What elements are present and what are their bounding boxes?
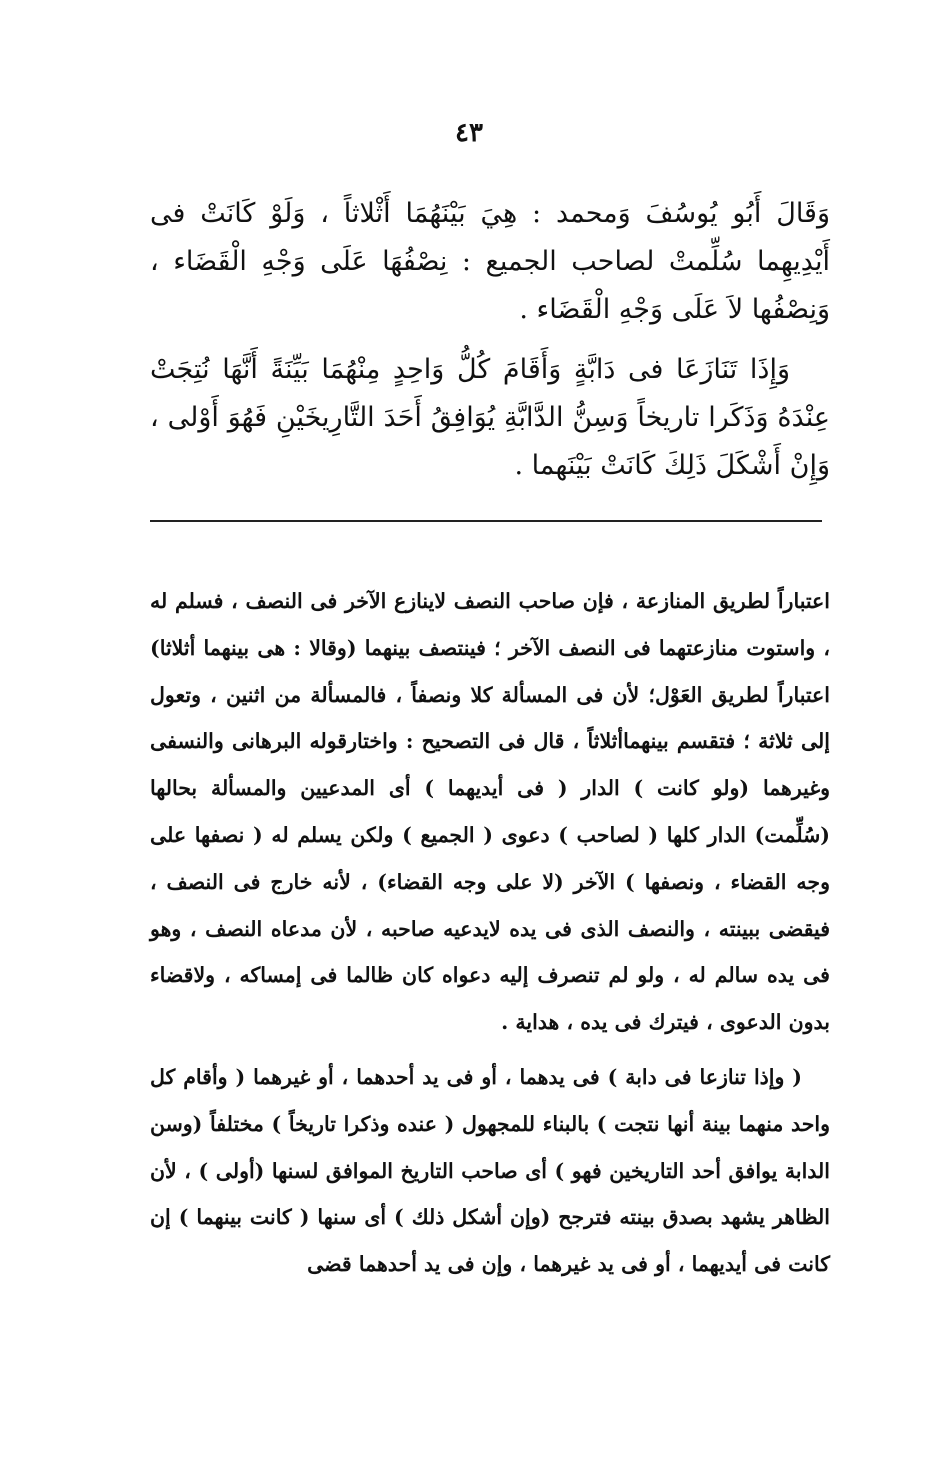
main-text-paragraph: وَإِذَا تَنَازَعَا فى دَابَّةٍ وَأَقَامَ كُلُّ وَاحِدٍ مِنْهُمَا بَيِّنَةً أَنَّهَا نُتِجَتْ عِنْدَهُ وَذَكَرا تاريخاً وَسِنُّ الدَّابَّةِ يُوَافِقُ أَحَدَ التَّارِيخَيْنِ فَهُوَ أَوْلى ، وَإِنْ أَشْكَلَ ذَلِكَ كَانَتْ بَيْنَهما . (150, 354, 830, 481)
commentary-text (150, 578, 830, 1296)
commentary-paragraph: ( وإذا تنازعا فى دابة ) فى يدهما ، أو فى يد أحدهما ، أو غيرهما ( وأقام كل واحد منهما بينة أنها نتجت ) بالبناء للمجهول ( عنده وذكرا تاريخاً ) مختلفاً (وسن الدابة يوافق أحد التاريخين فهو ) أى صاحب التاريخ الموافق لسنها (أولى ) ، لأن الظاهر يشهد بصدق بينته فترجح (وإن أشكل ذلك ) أى سنها ( كانت بينهما ) إن كانت فى أيديهما ، أو فى يد غيرهما ، وإن فى يد أحدهما قضى (150, 1064, 830, 1277)
main-text (150, 190, 830, 502)
main-text-paragraph: وَقَالَ أَبُو يُوسُفَ وَمحمد : هِيَ بَيْنَهُمَا أَثْلاثاً ، وَلَوْ كَانَتْ فى أَيْدِيهِما سُلِّمتْ لصاحب الجميع : نِصْفُهَا عَلَى وَجْهِ الْقَضَاء ، وَنِصْفُها لاَ عَلَى وَجْهِ الْقَضَاء . (150, 198, 830, 325)
commentary-paragraph: اعتباراً لطريق المنازعة ، فإن صاحب النصف لاينازع الآخر فى النصف ، فسلم له ، واستوت منازعتهما فى النصف الآخر ؛ فينتصف بينهما (وقالا : هى بينهما أثلاثا) اعتباراً لطريق العَوْل؛ لأن فى المسألة كلا ونصفاً ، فالمسألة من اثنين ، وتعول إلى ثلاثة ؛ فتقسم بينهماأثلاثاً ، قال فى التصحيح : واختارقوله البرهانى والنسفى وغيرهما (ولو كانت ) الدار ( فى أيديهما ) أى المدعيين والمسألة بحالها (سُلِّمت) الدار كلها ( لصاحب ) دعوى ( الجميع ) ولكن يسلم له ( نصفها على وجه القضاء ، ونصفها ) الآخر (لا على وجه القضاء) ، لأنه خارج فى النصف ، فيقضى ببينته ، والنصف الذى فى يده لايدعيه صاحبه ، لأن مدعاه النصف ، وهو فى يده سالم له ، ولو لم تنصرف إليه دعواه كان ظالما فى إمساكه ، ولاقضاء بدون الدعوى ، فيترك فى يده ، هداية . (150, 589, 830, 1035)
footnote-divider (150, 520, 822, 522)
page-number: ٤٣ (455, 118, 483, 148)
